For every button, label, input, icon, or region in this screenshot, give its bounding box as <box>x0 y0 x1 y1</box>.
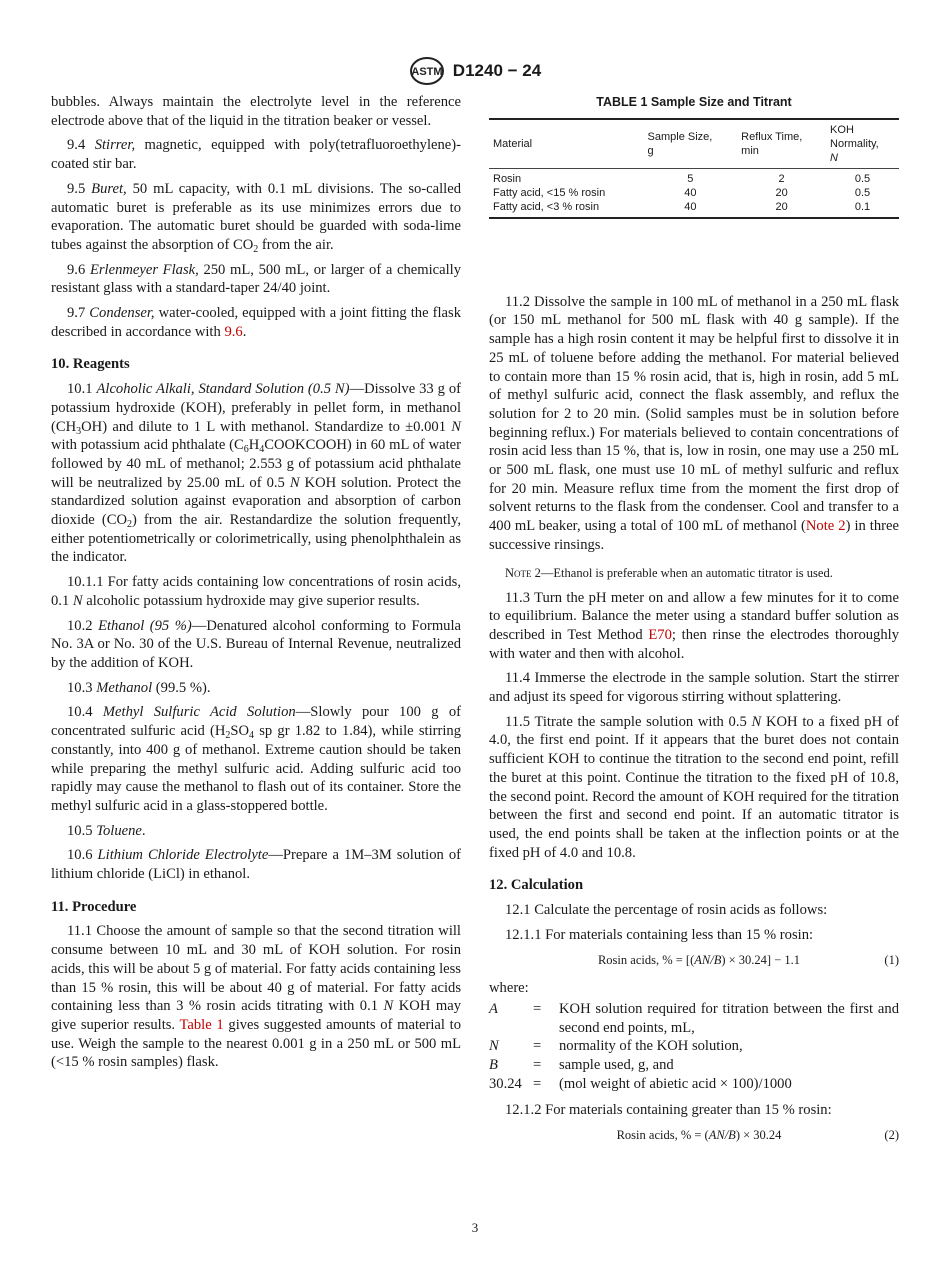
right-column <box>489 93 899 1155</box>
variable-definitions: A = KOH solution required for titration between the first and second end points, mL, N = normality of the KOH solution, B = sample used, g, and 30.24 = (mol weight of abietic acid × 100)/1000 <box>489 1000 899 1092</box>
header-koh-normality: KOH Normality, N <box>830 123 879 164</box>
section-11-4: 11.4 Immerse the electrode in the sample solution. Start the stirrer and adjust its speed for vigorous stirring without splattering. <box>489 670 899 706</box>
section-9-6: 9.6 Erlenmeyer Flask, 250 mL, 500 mL, or larger of a chemically resistant glass with a standard-taper 24/40 joint. <box>51 261 462 297</box>
table-row: Fatty acid, <15 % rosin 40 20 0.5 <box>493 186 871 199</box>
section-10-1: 10.1 Alcoholic Alkali, Standard Solution (0.5 N)—Dissolve 33 g of potassium hydroxide (KOH), preferably in pellet form, in methanol $(CH_3OH)$ and dilute to 1 L with methanol. Standardize to ±0.001 N with potassium acid phthalate $(C_6H_4COOKCOOH)$ in 60 mL of water followed by 40 mL of methanol; 2.553 g of potassium acid phthalate will be neutralized by 25.00 mL of 0.5 N KOH solution. Protect the standardized solution against evaporation and absorption of carbon dioxide $(CO_2)$ from the air. Restandardize the solution frequently, either potentiometrically or colorimetrically, using phenolphthalein as the indicator. <box>51 381 461 566</box>
astm-logo-icon <box>409 56 445 86</box>
table-row: Rosin 5 2 0.5 <box>493 172 871 185</box>
section-9-5: 9.5 Buret, 50 mL capacity, with 0.1 mL divisions. The so-called automatic buret is preferable as its use minimizes errors due to evaporation. The automatic buret should be guarded with soda-lime tubes against the absorption of $CO_2$ from the air. <box>51 180 461 255</box>
section-10-1-1: 10.1.1 For fatty acids containing low concentrations of rosin acids, 0.1 N alcoholic potassium hydroxide may give superior results. <box>51 574 461 609</box>
section-10-5: 10.5 Toluene. <box>67 822 146 839</box>
equation-1-number: (1) <box>884 952 899 967</box>
section-9-7: 9.7 Condenser, water-cooled, equipped with a joint fitting the flask described in accordance with 9.6. <box>51 305 461 340</box>
section-11-2: 11.2 Dissolve the sample in 100 mL of methanol in a 250 mL flask (or 150 mL methanol for 500 mL flask with 40 g sample). If the sample has a high rosin content it may be helpful first to dissolve it in 25 mL of toluene before adding the methanol. For material believed to contain more than 15 % rosin acid, that is, high in rosin, add 5 mL of methyl sulfuric acid, connect the flask assembly, and reflux the solution for 2 to 20 min. (Solid samples must be in solution before beginning reflux.) For materials believed to contain concentrations of rosin acid less than 15 %, that is, low in rosin, one may use a 250 mL or 500 mL flask, one must use 10 mL of methyl sulfuric and reflux for 20 min. Measure reflux time from the moment the first drop of solvent returns to the flask from the condenser. Cool and transfer to a 400 mL beaker, using a total of 100 mL of methanol (Note 2) in three successive rinsings. <box>489 293 899 553</box>
section-11-3: 11.3 Turn the pH meter on and allow a few minutes for it to come to equilibrium. Balance the meter using a standard buffer solution as described in Test Method E70; then rinse the electrodes thoroughly with water and then with alcohol. <box>489 589 899 662</box>
section-9-4: 9.4 Stirrer, magnetic, equipped with poly(tetrafluoroethylene)-coated stir bar. <box>51 137 461 173</box>
section-11-5: 11.5 Titrate the sample solution with 0.5 N KOH to a fixed pH of 4.0, the first end point. If it appears that the buret does not contain sufficient KOH to continue the titration to the second end point, refill the buret at this point. Continue the titration to the fixed pH of 10.8, the second point. Record the amount of KOH required for the titration between the first and second end point. If an automatic titrator is used, the end points shall be taken at the inflection points or at the fixed pH of 4.0 and 10.8. <box>489 713 899 861</box>
heading-reagents: 10. Reagents <box>51 356 130 373</box>
section-12-1-1: 12.1.1 For materials containing less than 15 % rosin: <box>505 926 814 943</box>
table-header-row <box>489 119 899 169</box>
page-number: 3 <box>471 1220 479 1235</box>
table-1-title: TABLE 1 Sample Size and Titrant <box>596 95 792 109</box>
section-11-1: 11.1 Choose the amount of sample so that the second titration will consume between 10 mL and 30 mL of KOH solution. For rosin acids, this will be about 5 g of material. For fatty acids containing less than 15 % rosin, this will be about 40 g of material. For fatty acids containing less than 3 % rosin acids titrating with 0.1 N KOH may give superior results. Table 1 gives suggested amounts of material to use. Weigh the sample to the nearest 0.001 g in a 250 mL or 500 mL (<15 % rosin samples) flask. <box>51 923 462 1071</box>
equation-2-number: (2) <box>884 1128 899 1143</box>
section-10-2: 10.2 Ethanol (95 %)—Denatured alcohol conforming to Formula No. 3A or No. 30 of the U.S. Bureau of Internal Revenue, neutralized by the addition of KOH. <box>51 617 462 671</box>
link-e70[interactable]: E70 <box>648 626 672 643</box>
astm-logo-text: ASTM <box>411 66 443 78</box>
section-10-6: 10.6 Lithium Chloride Electrolyte—Prepare a 1M–3M solution of lithium chloride (LiCl) in ethanol. <box>51 847 461 883</box>
equation-1: Rosin acids, % = [(AN/B) × 30.24] − 1.1 (1) <box>489 951 899 970</box>
header-reflux-time: Reflux Time, min <box>741 130 803 157</box>
link-table-1[interactable]: Table 1 <box>179 1016 224 1033</box>
paragraph-continued: bubbles. Always maintain the electrolyte level in the reference electrode above that of the liquid in the titration beaker or vessel. <box>51 94 461 129</box>
left-column <box>51 93 461 1078</box>
equation-2: Rosin acids, % = (AN/B) × 30.24 (2) <box>489 1126 899 1145</box>
section-10-4: 10.4 Methyl Sulfuric Acid Solution—Slowly pour 100 g of concentrated sulfuric acid ($H_2SO_4$ sp gr 1.82 to 1.84), while stirring constantly, into 400 g of methanol. Extreme caution should be taken while preparing the methyl sulfuric acid. Adding sulfuric acid too rapidly may cause the methanol to flash out of its container. Store the methyl sulfuric acid in a glass-stoppered bottle. <box>51 704 461 814</box>
heading-procedure: 11. Procedure <box>51 898 137 915</box>
section-10-3: 10.3 Methanol (99.5 %). <box>67 679 211 696</box>
link-section-9-6[interactable]: 9.6 <box>224 323 243 340</box>
page-header <box>0 56 950 86</box>
section-12-1: 12.1 Calculate the percentage of rosin acids as follows: <box>505 902 828 919</box>
heading-calculation: 12. Calculation <box>489 877 584 894</box>
header-sample-size: Sample Size, g <box>647 130 713 157</box>
link-note-2[interactable]: Note 2 <box>805 518 846 535</box>
table-row: Fatty acid, <3 % rosin 40 20 0.1 <box>493 200 871 213</box>
table-1 <box>489 118 899 219</box>
document-designation: D1240 − 24 <box>452 61 542 80</box>
note-2: Note 2—Ethanol is preferable when an automatic titrator is used. <box>505 565 833 580</box>
header-material: Material <box>493 137 533 150</box>
section-12-1-2: 12.1.2 For materials containing greater than 15 % rosin: <box>505 1102 832 1119</box>
where-label: where: <box>489 980 529 997</box>
